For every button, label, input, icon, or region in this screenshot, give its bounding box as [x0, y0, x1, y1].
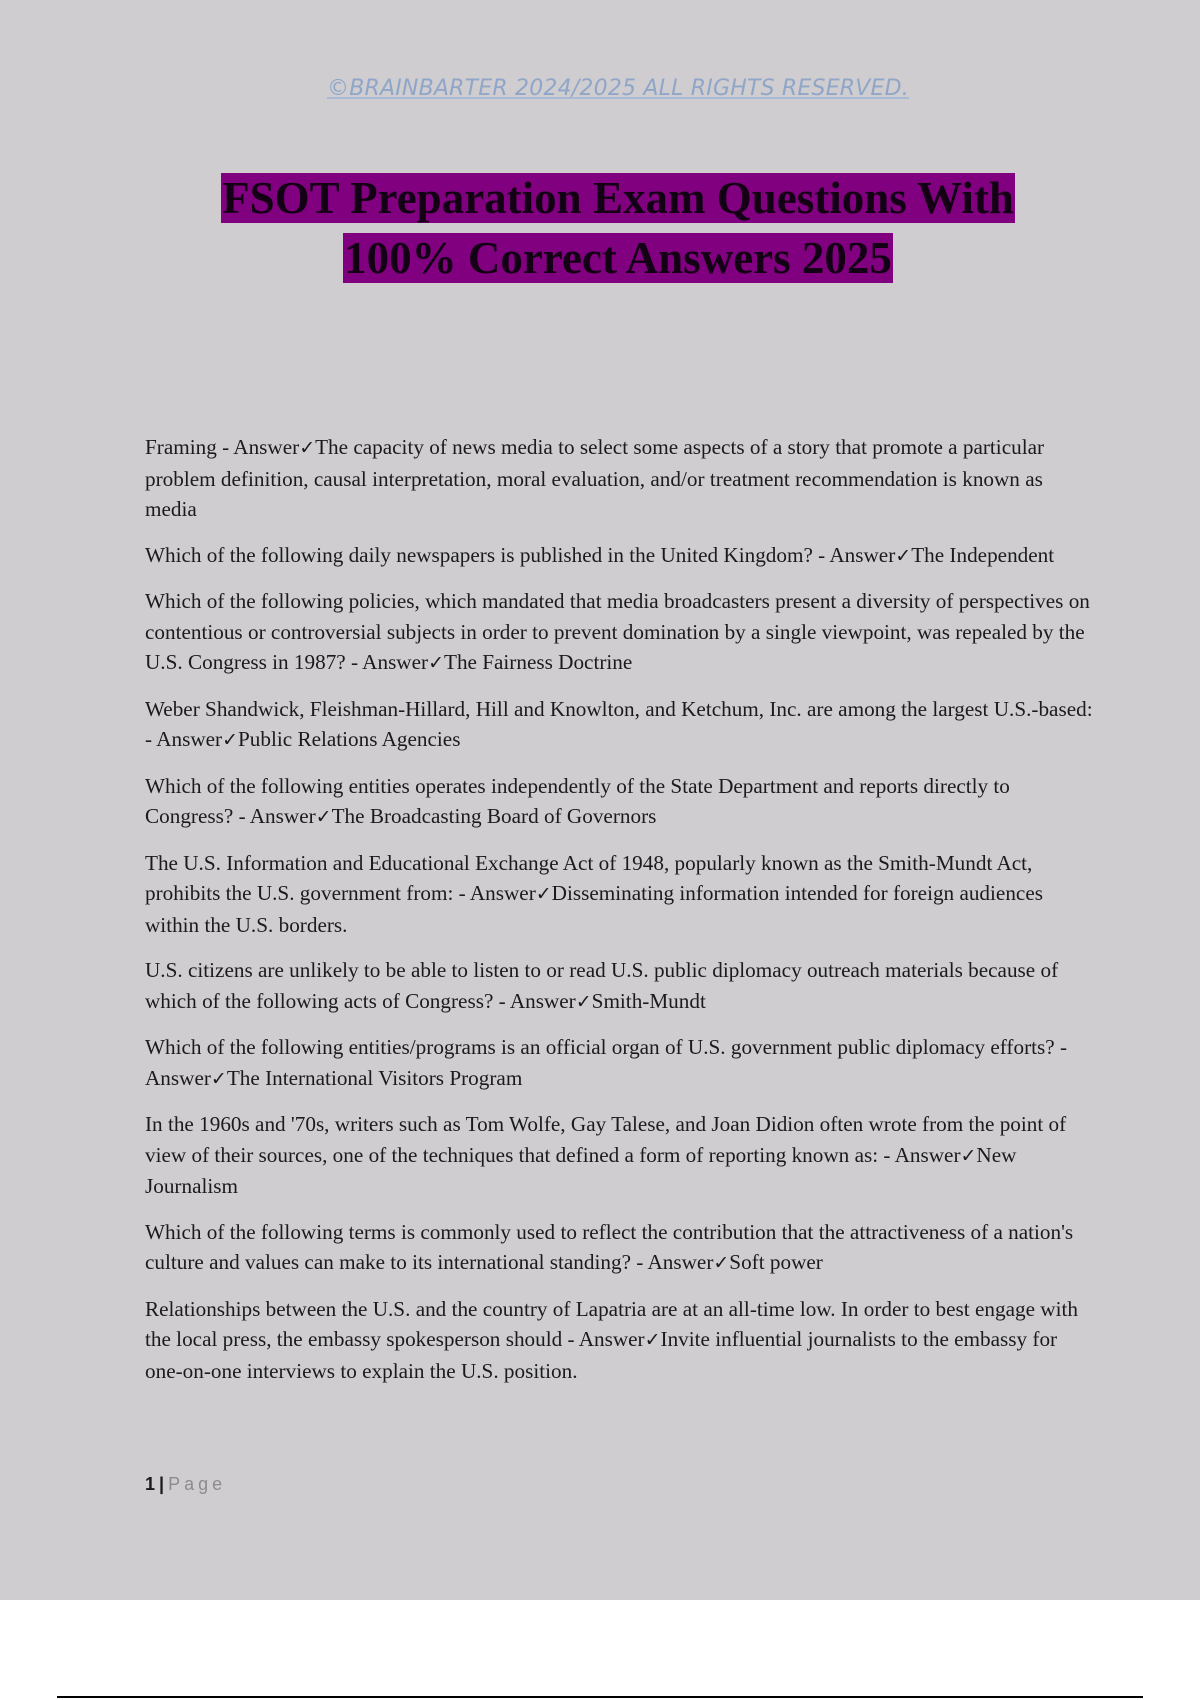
answer-text: The International Visitors Program [226, 1065, 523, 1090]
question-text: Which of the following entities operates independently of the State Department and reports directly to Congress? - [145, 773, 1010, 828]
answer-text: New Journalism [145, 1142, 1017, 1198]
question-text: Which of the following entities/programs is an official organ of U.S. government public diplomacy efforts? - [145, 1035, 1068, 1059]
qa-item [145, 1032, 1095, 1094]
answer-text: The Independent [911, 542, 1055, 567]
answer-text: Smith-Mundt [591, 988, 706, 1013]
question-text: Which of the following terms is commonly used to reflect the contribution that the attractiveness of a nation's culture and values can make to its international standing? - [145, 1219, 1074, 1274]
question-text: Which of the following policies, which mandated that media broadcasters present a diversity of perspectives on contentious or controversial subjects in order to prevent domination by a single viewpoint, was repealed by the U.S. Congress in 1987? - [145, 589, 1090, 674]
answer-text: Soft power [729, 1250, 823, 1274]
question-text: Which of the following daily newspapers is published in the United Kingdom? - [145, 542, 830, 567]
answer-prefix: Answer [362, 650, 429, 674]
qa-item [145, 1109, 1095, 1202]
answer-prefix: Answer [829, 542, 896, 567]
answer-text: The Broadcasting Board of Governors [331, 804, 657, 828]
qa-item [145, 540, 1095, 572]
answer-text: Invite influential journalists to the embassy for one-on-one interviews to explain the U.S. position. [145, 1327, 1058, 1383]
answer-prefix: Answer [233, 435, 300, 459]
checkmark-icon: ✓ [960, 1144, 977, 1167]
answer-prefix: Answer [894, 1142, 961, 1167]
checkmark-icon: ✓ [428, 652, 444, 674]
question-text: In the 1960s and '70s, writers such as Tom Wolfe, Gay Talese, and Joan Didion often wrote from the point of view of their sources, one of the techniques that defined a form of reporting known as: - [145, 1112, 1067, 1167]
question-text: Relationships between the U.S. and the country of Lapatria are at an all-time low. In order to best engage with the local press, the embassy spokesperson should - [145, 1296, 1078, 1351]
answer-prefix: Answer [469, 881, 536, 905]
answer-text: Public Relations Agencies [238, 727, 461, 751]
checkmark-icon: ✓ [644, 1329, 661, 1351]
footer-separator: | [159, 1474, 165, 1494]
checkmark-icon: ✓ [895, 544, 912, 567]
document-title [0, 168, 1200, 288]
qa-item [145, 1294, 1095, 1387]
checkmark-icon: ✓ [315, 806, 332, 828]
title-line-2: 100% Correct Answers 2025 [344, 233, 892, 283]
answer-text: Disseminating information intended for foreign audiences within the U.S. borders. [145, 881, 1043, 937]
bottom-divider [57, 1696, 1143, 1698]
qa-list [145, 432, 1095, 1401]
copyright-watermark: ©BRAINBARTER 2024/2025 ALL RIGHTS RESERVED. [327, 76, 909, 101]
qa-item [145, 848, 1095, 941]
page-label: Page [168, 1474, 227, 1494]
checkmark-icon: ✓ [210, 1067, 227, 1090]
title-line-1: FSOT Preparation Exam Questions With [222, 173, 1014, 223]
question-text: Weber Shandwick, Fleishman-Hillard, Hill and Knowlton, and Ketchum, Inc. are among the largest U.S.-based: - [145, 696, 1093, 751]
answer-text: The Fairness Doctrine [444, 650, 633, 674]
answer-prefix: Answer [647, 1250, 714, 1274]
checkmark-icon: ✓ [535, 883, 552, 905]
checkmark-icon: ✓ [713, 1252, 730, 1274]
page-number: 1 [145, 1474, 156, 1494]
checkmark-icon: ✓ [299, 437, 316, 459]
qa-item [145, 771, 1095, 833]
qa-item [145, 955, 1095, 1017]
question-text: U.S. citizens are unlikely to be able to listen to or read U.S. public diplomacy outreach materials because of which of the following acts of Congress? - [145, 958, 1059, 1013]
answer-prefix: Answer [145, 1065, 211, 1090]
answer-prefix: Answer [156, 727, 223, 751]
checkmark-icon: ✓ [575, 990, 592, 1013]
answer-text: The capacity of news media to select some aspects of a story that promote a particular problem definition, causal interpretation, moral evaluation, and/or treatment recommendation is known as media [145, 435, 1045, 521]
qa-item [145, 1217, 1095, 1279]
qa-item [145, 694, 1095, 756]
answer-prefix: Answer [509, 988, 576, 1013]
checkmark-icon: ✓ [222, 729, 239, 751]
question-text: Framing - [145, 435, 234, 459]
qa-item [145, 432, 1095, 525]
question-text: The U.S. Information and Educational Exchange Act of 1948, popularly known as the Smith-Mundt Act, prohibits the U.S. government from: - [145, 850, 1033, 905]
answer-prefix: Answer [249, 804, 316, 828]
answer-prefix: Answer [578, 1327, 645, 1351]
page-footer [145, 1474, 226, 1495]
qa-item [145, 586, 1095, 679]
